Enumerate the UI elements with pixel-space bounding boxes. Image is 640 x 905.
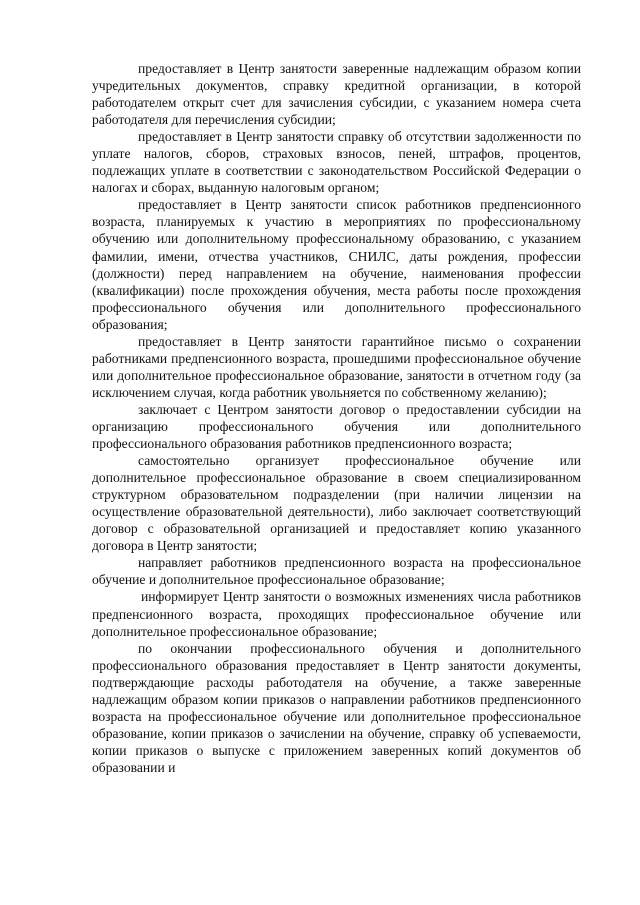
paragraph-sends-employees: направляет работников предпенсионного возраста на профессиональное обучение и дополнительное профессиональное образование; [92,555,581,588]
paragraph-founding-documents: предоставляет в Центр занятости заверенные надлежащим образом копии учредительных документов, справку кредитной организации, в которой работодателем открыт счет для зачисления субсидии, с указанием номера счета работодателя для перечисления субсидии; [92,61,581,128]
paragraph-guarantee-letter: предоставляет в Центр занятости гарантийное письмо о сохранении работниками предпенсионного возраста, прошедшими профессиональное обучение или дополнительное профессиональное образование, занятости в отчетном году (за исключением случая, когда работник увольняется по собственному желанию); [92,333,581,400]
paragraph-subsidy-agreement: заключает с Центром занятости договор о предоставлении субсидии на организацию профессионального обучения или дополнительного профессионального образования работников предпенсионного возраста; [92,401,581,452]
paragraph-tax-debt-certificate: предоставляет в Центр занятости справку об отсутствии задолженности по уплате налогов, сборов, страховых взносов, пеней, штрафов, процентов, подлежащих уплате в соответствии с законодательством Российской Федерации о налогах и сборах, выданную налоговым органом; [92,129,581,196]
document-page [92,60,581,776]
paragraph-organizes-training: самостоятельно организует профессиональное обучение или дополнительное профессиональное образование в своем специализированном структурном образовательном подразделении (при наличии лицензии на осуществление образовательной деятельности), либо заключает соответствующий договор с образовательной организацией и предоставляет копию указанного договора в Центр занятости; [92,453,581,554]
paragraph-informs-center: информирует Центр занятости о возможных изменениях числа работников предпенсионного возраста, проходящих профессиональное обучение или дополнительное профессиональное образование; [92,589,581,639]
paragraph-completion-documents: по окончании профессионального обучения и дополнительного профессионального образования предоставляет в Центр занятости документы, подтверждающие расходы работодателя на обучение, а также заверенные надлежащим образом копии приказов о направлении работников предпенсионного возраста на профессиональное обучение или дополнительное профессиональное образование, копии приказов о зачислении на обучение, справку об успеваемости, копии приказов о выпуске с приложением заверенных копий документов об образовании и [92,640,581,775]
paragraph-employee-list: предоставляет в Центр занятости список работников предпенсионного возраста, планируемых к участию в мероприятиях по профессиональному обучению или дополнительному профессиональному образованию, с указанием фамилии, имени, отчества участников, СНИЛС, даты рождения, профессии (должности) перед направлением на обучение, наименования профессии (квалификации) после прохождения обучения, места работы после прохождения профессионального обучения или дополнительного профессионального образования; [92,197,581,332]
